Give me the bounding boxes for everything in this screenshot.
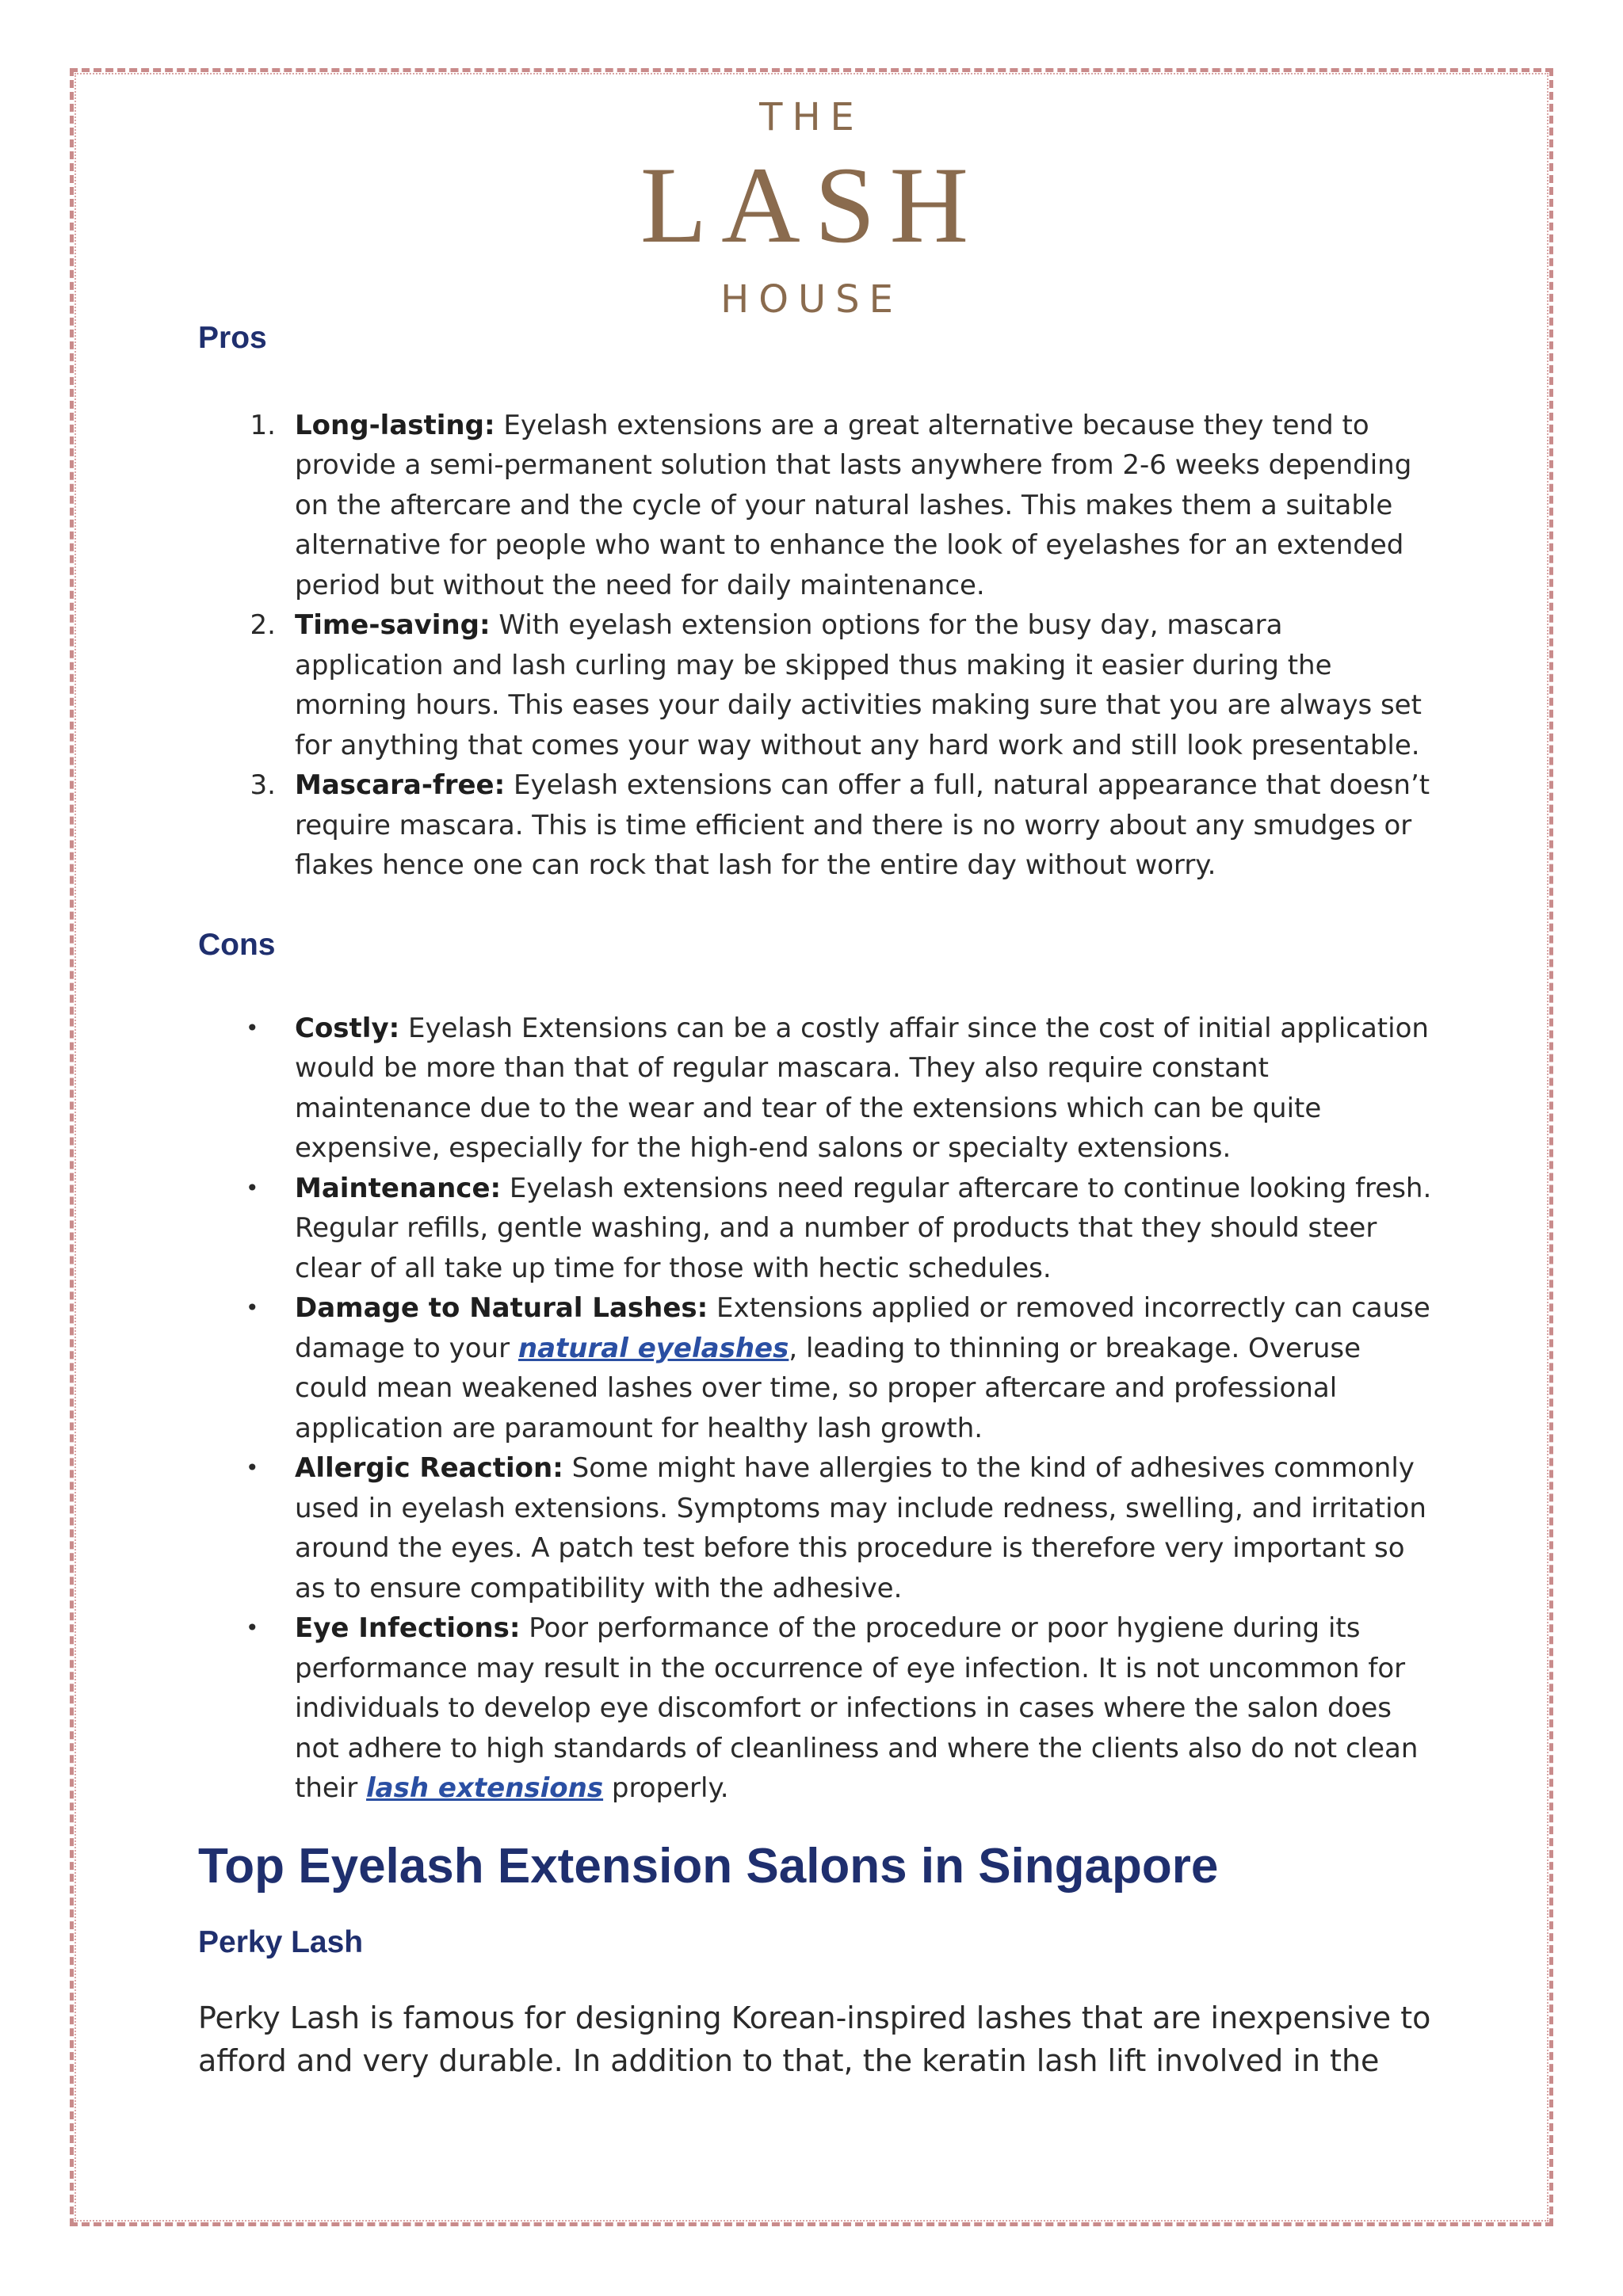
- item-term: Time-saving:: [295, 609, 491, 642]
- list-item: [198, 1448, 1434, 1608]
- item-text: , leading to thinning or breakage. Overuse could mean weakened lashes over time, so proper aftercare and professional application are paramount for healthy lash growth.: [295, 1332, 1361, 1444]
- bullet-marker: •: [246, 1174, 259, 1201]
- cons-list: [198, 1009, 1434, 1809]
- list-marker: 1.: [250, 409, 276, 441]
- item-term: Costly:: [295, 1012, 400, 1044]
- bullet-marker: •: [246, 1014, 259, 1041]
- item-text: Extensions applied or removed incorrectly can cause damage to your: [295, 1292, 1430, 1364]
- pros-heading: Pros: [198, 321, 267, 355]
- pros-list: [198, 406, 1434, 886]
- lash-extensions-link[interactable]: lash extensions: [366, 1772, 604, 1805]
- bullet-marker: •: [246, 1615, 259, 1642]
- document-content: [198, 309, 1434, 2082]
- list-item: [198, 605, 1434, 765]
- list-item: [198, 1169, 1434, 1289]
- item-term: Damage to Natural Lashes:: [295, 1292, 708, 1325]
- item-text: properly.: [603, 1772, 729, 1805]
- logo-line-the: THE: [759, 95, 864, 139]
- section-title: Top Eyelash Extension Salons in Singapore: [198, 1838, 1219, 1894]
- item-term: Eye Infections:: [295, 1612, 521, 1645]
- logo-line-house: HOUSE: [720, 277, 903, 322]
- item-text: Eyelash Extensions can be a costly affair since the cost of initial application would be more than that of regular mascara. They also require constant maintenance due to the wear and tear of the extensions which can be quite expensive, especially for the high-end salons or specialty extensions.: [295, 1012, 1429, 1165]
- item-text: Some might have allergies to the kind of adhesives commonly used in eyelash extensions. Symptoms may include redness, swelling, and irritation around the eyes. A patch test before this procedure is therefore very important so as to ensure compatibility with the adhesive.: [295, 1452, 1426, 1604]
- salon-description: Perky Lash is famous for designing Korean-inspired lashes that are inexpensive to afford and very durable. In addition to that, the keratin lash lift involved in the: [198, 2000, 1431, 2078]
- bullet-marker: •: [246, 1455, 259, 1482]
- list-marker: 3.: [250, 769, 276, 802]
- item-term: Allergic Reaction:: [295, 1452, 563, 1485]
- logo-line-lash: LASH: [640, 144, 983, 265]
- item-text: Poor performance of the procedure or poor hygiene during its performance may result in the occurrence of eye infection. It is not uncommon for individuals to develop eye discomfort or infections in cases where the salon does not adhere to high standards of cleanliness and where the clients also do not clean their: [295, 1612, 1419, 1805]
- list-item: [198, 765, 1434, 886]
- item-text: Eyelash extensions need regular aftercare to continue looking fresh. Regular refills, gentle washing, and a number of products that they should steer clear of all take up time for those with hectic schedules.: [295, 1172, 1432, 1284]
- item-term: Long-lasting:: [295, 409, 495, 441]
- list-marker: 2.: [250, 609, 276, 642]
- salon-name-heading: Perky Lash: [198, 1924, 364, 1959]
- item-term: Maintenance:: [295, 1172, 502, 1204]
- lash-house-logo: [618, 87, 1005, 333]
- list-item: [198, 1608, 1434, 1809]
- bullet-marker: •: [246, 1295, 259, 1322]
- cons-heading: Cons: [198, 927, 276, 962]
- item-term: Mascara-free:: [295, 769, 506, 802]
- item-text: With eyelash extension options for the busy day, mascara application and lash curling may be skipped thus making it easier during the morning hours. This eases your daily activities making sure that you are always set for anything that comes your way without any hard work and still look presentable.: [295, 609, 1422, 761]
- item-text: Eyelash extensions are a great alternative because they tend to provide a semi-permanent solution that lasts anywhere from 2-6 weeks depending on the aftercare and the cycle of your natural lashes. This makes them a suitable alternative for people who want to enhance the look of eyelashes for an extended period but without the need for daily maintenance.: [295, 409, 1412, 601]
- list-item: [198, 406, 1434, 606]
- natural-eyelashes-link[interactable]: natural eyelashes: [517, 1332, 789, 1364]
- item-text: Eyelash extensions can offer a full, natural appearance that doesn’t require mascara. This is time efficient and there is no worry about any smudges or flakes hence one can rock that lash for the entire day without worry.: [295, 769, 1430, 882]
- list-item: [198, 1009, 1434, 1169]
- list-item: [198, 1288, 1434, 1448]
